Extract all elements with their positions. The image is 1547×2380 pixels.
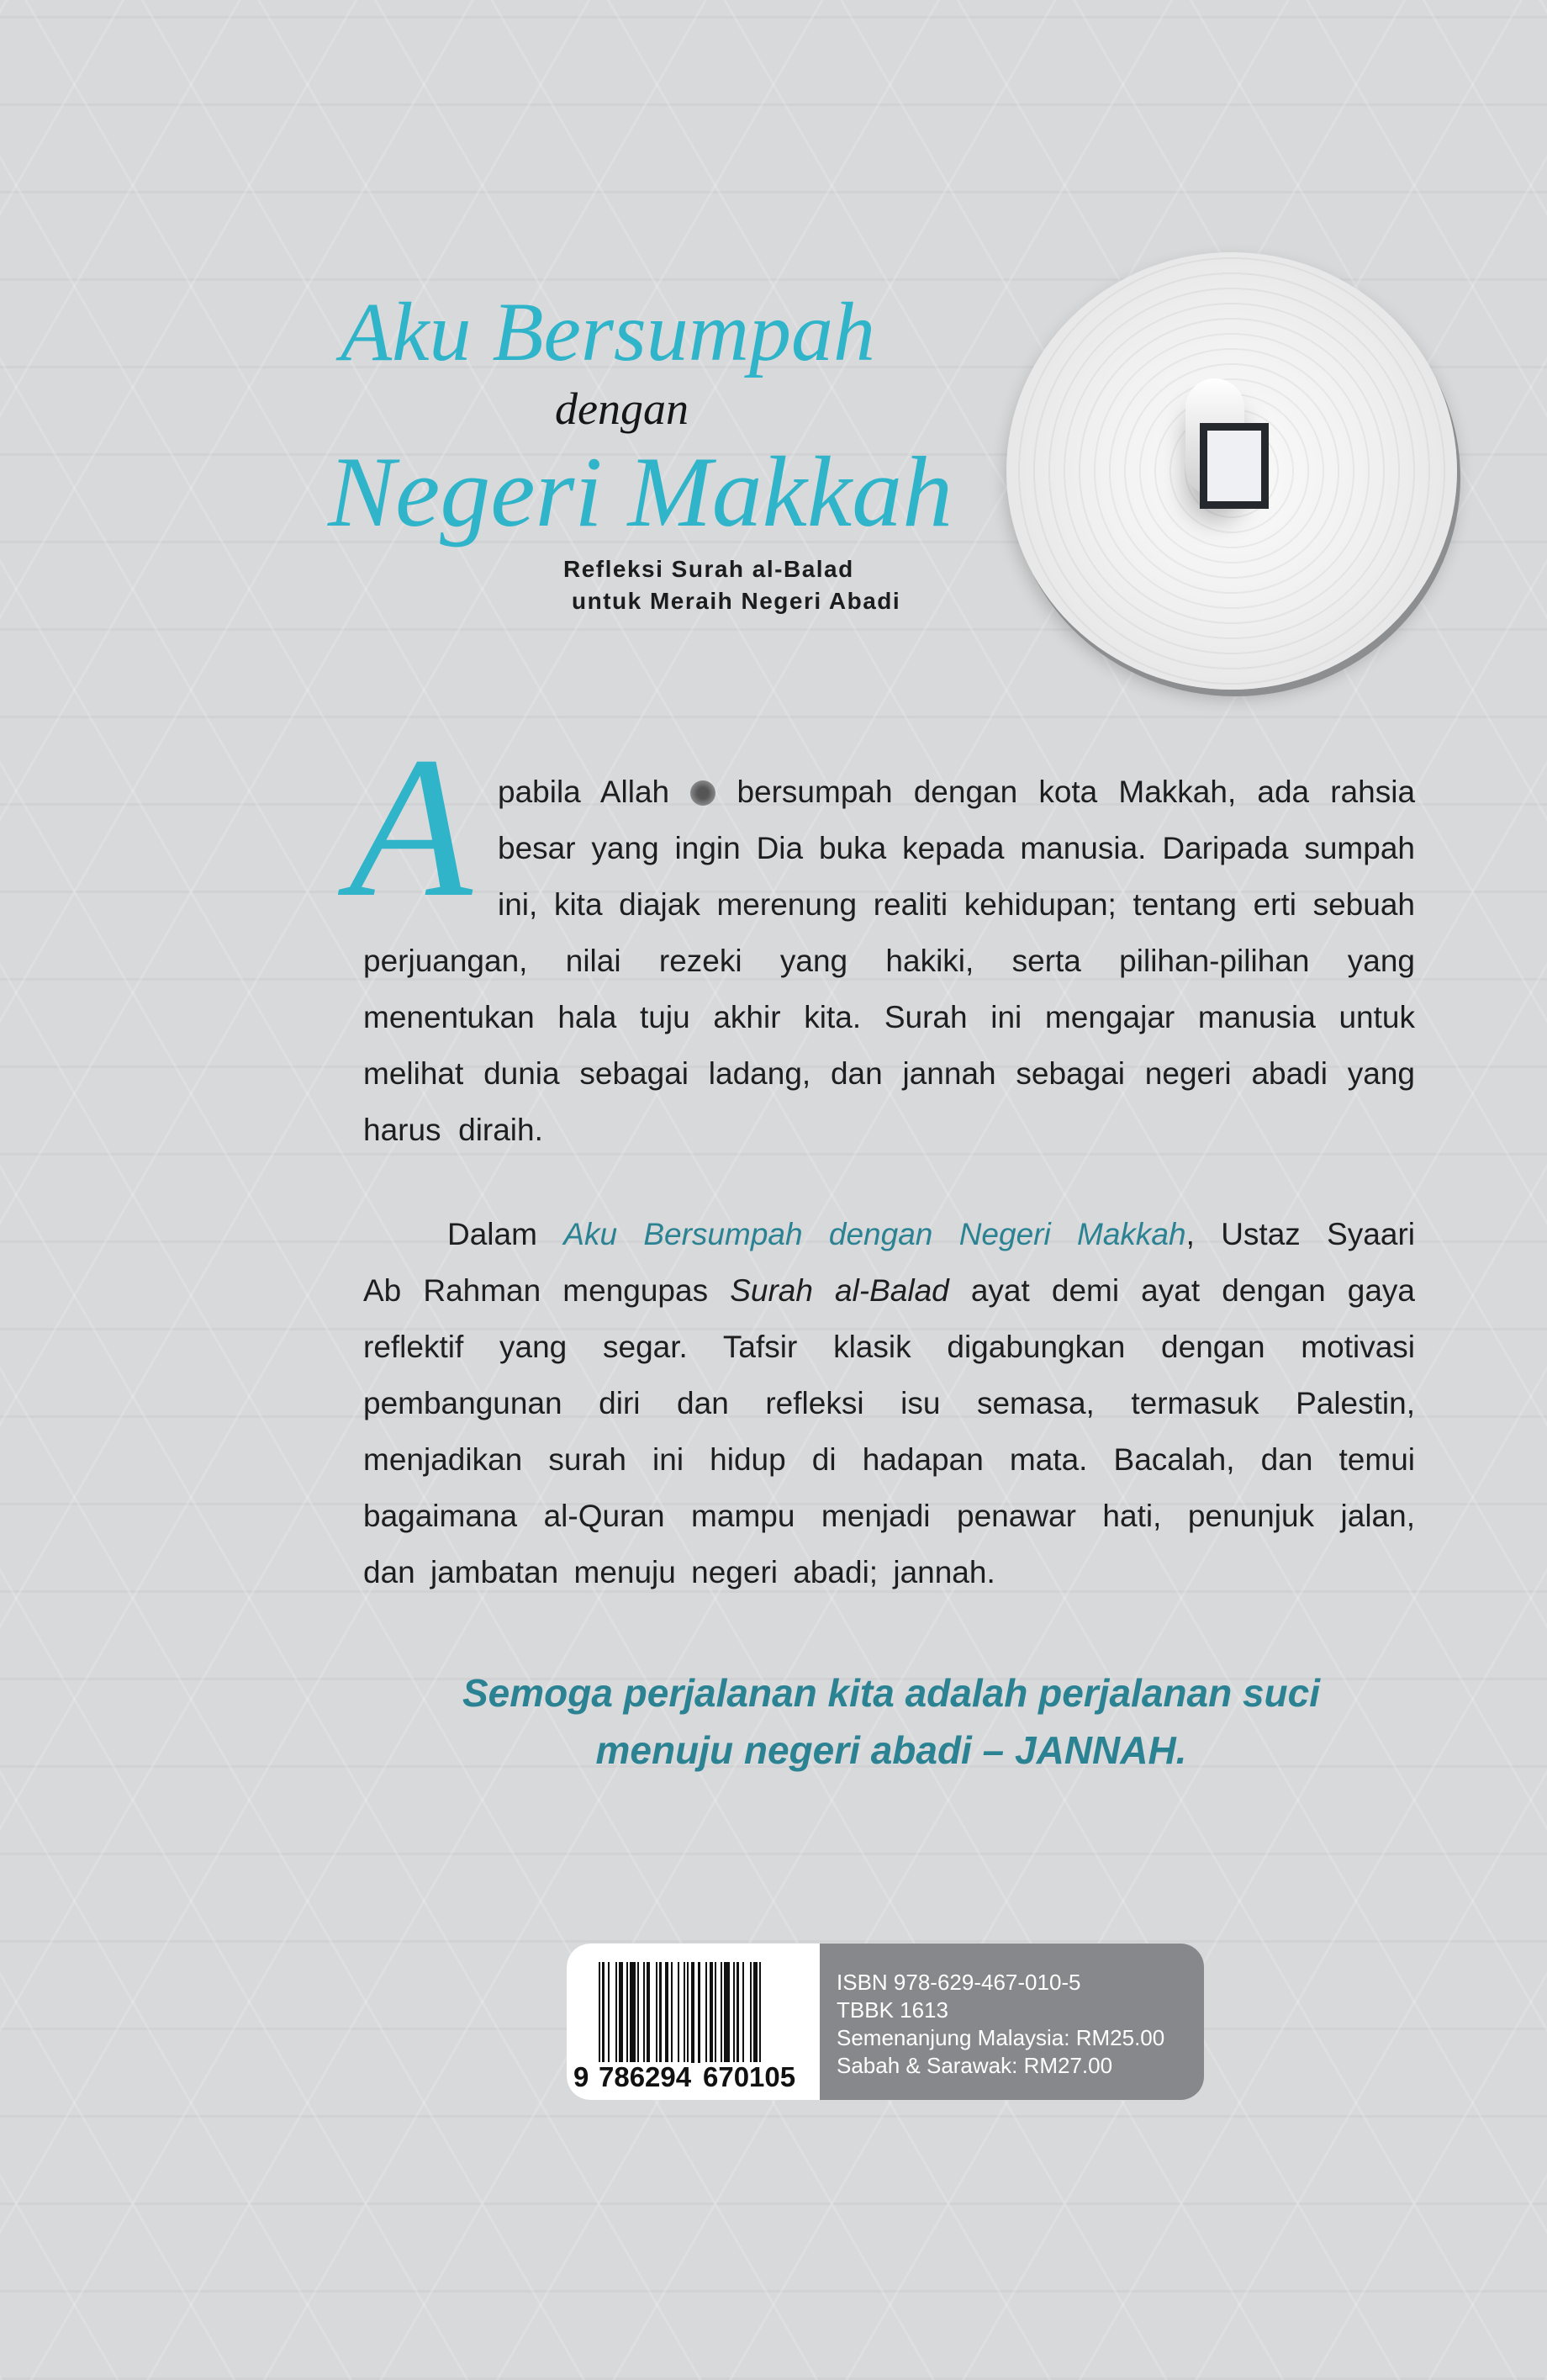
barcode-bar (650, 1962, 656, 2063)
text-line: dan jambatan menuju negeri abadi; jannah. (363, 1555, 995, 1589)
barcode-bar (610, 1962, 615, 2063)
text-segment: bersumpah dengan kota Makkah, ada rahsia (737, 775, 1416, 809)
text-line: perjuangan, nilai rezeki yang hakiki, serta pilihan-pilihan yang (363, 944, 1415, 978)
text-segment: Ab Rahman mengupas (363, 1273, 731, 1308)
barcode (567, 1944, 820, 2100)
barcode-bar (724, 1962, 730, 2063)
paragraph-1 (363, 764, 1415, 1158)
book-info (820, 1944, 1164, 2100)
text-line: harus diraih. (363, 1113, 543, 1147)
paragraph-2 (363, 1206, 1415, 1600)
closing-line-1: Semoga perjalanan kita adalah perjalanan suci (462, 1671, 1321, 1715)
kaaba-icon (1200, 423, 1269, 509)
subtitle-line-2: untuk Meraih Negeri Abadi (572, 588, 901, 614)
text-segment: pabila Allah (498, 775, 670, 809)
barcode-bar (744, 1962, 750, 2063)
book-title-reference: Aku Bersumpah dengan Negeri Makkah (563, 1217, 1186, 1251)
catalog-code: TBBK 1613 (837, 1997, 948, 2023)
text-line (498, 764, 1415, 820)
barcode-digits-right: 670105 (703, 2061, 796, 2092)
allah-honorific-icon (690, 780, 715, 806)
text-line (447, 1206, 1415, 1262)
surah-reference: Surah al-Balad (730, 1273, 949, 1308)
text-line: ini, kita diajak merenung realiti kehidupan; tentang erti sebuah (498, 887, 1415, 922)
price-peninsular: Semenanjung Malaysia: RM25.00 (837, 2025, 1165, 2050)
text-segment: , Ustaz Syaari (1185, 1217, 1415, 1251)
barcode-bar (700, 1962, 706, 2063)
text-segment: ayat demi ayat dengan gaya (948, 1273, 1415, 1308)
text-line: reflektif yang segar. Tafsir klasik digabungkan dengan motivasi (363, 1330, 1415, 1364)
title-line-1: Aku Bersumpah (341, 285, 875, 378)
text-line: menjadikan surah ini hidup di hadapan mata. Bacalah, dan temui (363, 1442, 1415, 1477)
barcode-digits-left: 786294 (599, 2061, 692, 2092)
text-line (363, 1262, 1415, 1319)
drop-cap: A (349, 715, 473, 939)
title-line-2: dengan (555, 383, 689, 434)
barcode-price-box (567, 1944, 1204, 2100)
text-line: pembangunan diri dan refleksi isu semasa, termasuk Palestin, (363, 1386, 1415, 1420)
text-line: besar yang ingin Dia buka kepada manusia. Daripada sumpah (498, 831, 1415, 865)
text-line: melihat dunia sebagai ladang, dan jannah sebagai negeri abadi yang (363, 1056, 1415, 1091)
barcode-bar (630, 1962, 636, 2063)
isbn: ISBN 978-629-467-010-5 (837, 1970, 1081, 1995)
subtitle-line-1: Refleksi Surah al-Balad (563, 556, 854, 582)
text-line: menentukan hala tuju akhir kita. Surah ini mengajar manusia untuk (363, 1000, 1415, 1034)
barcode-digit-prefix: 9 (573, 2061, 589, 2092)
price-sabah-sarawak: Sabah & Sarawak: RM27.00 (837, 2053, 1113, 2078)
text-segment: Dalam (447, 1217, 564, 1251)
title-line-3: Negeri Makkah (328, 436, 953, 547)
closing-line-2: menuju negeri abadi – JANNAH. (595, 1728, 1187, 1772)
barcode-bar (673, 1962, 678, 2063)
text-line: bagaimana al-Quran mampu menjadi penawar hati, penunjuk jalan, (363, 1499, 1415, 1533)
